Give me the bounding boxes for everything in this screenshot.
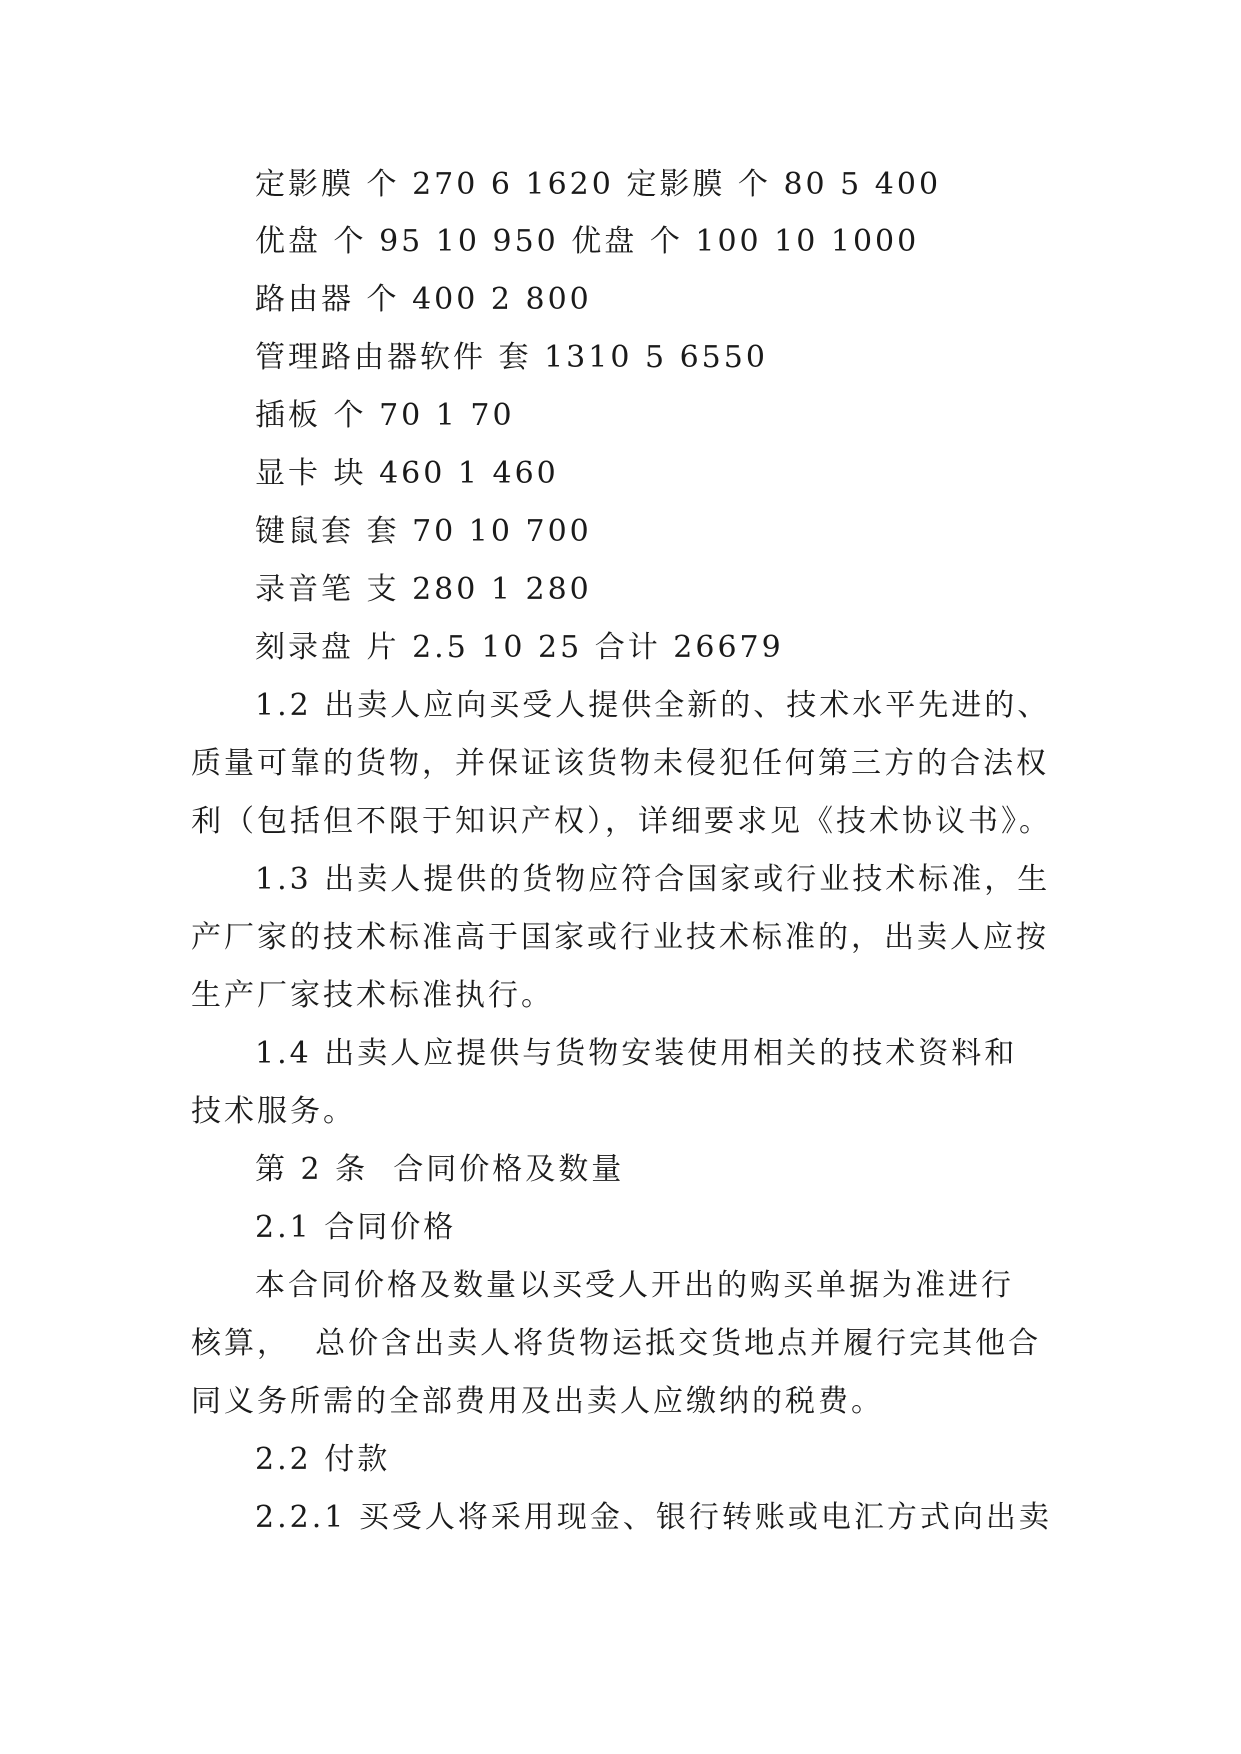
article-2-heading: 第 2 条 合同价格及数量 xyxy=(255,1152,625,1187)
clause-1-3-line: 1.3 出卖人提供的货物应符合国家或行业技术标准，生 xyxy=(255,862,1051,897)
clause-2-1-heading: 2.1 合同价格 xyxy=(255,1210,457,1245)
clause-1-4-line: 技术服务。 xyxy=(191,1094,356,1129)
clause-2-2-1-line: 2.2.1 买受人将采用现金、银行转账或电汇方式向出卖 xyxy=(255,1500,1052,1535)
clause-2-1-line: 核算， 总价含出卖人将货物运抵交货地点并履行完其他合 xyxy=(191,1326,1042,1361)
item-line: 管理路由器软件 套 1310 5 6550 xyxy=(255,340,768,375)
clause-1-2-line: 利（包括但不限于知识产权），详细要求见《技术协议书》。 xyxy=(191,804,1052,839)
item-line: 定影膜 个 270 6 1620 定影膜 个 80 5 400 xyxy=(255,167,942,202)
item-line: 显卡 块 460 1 460 xyxy=(255,456,559,491)
clause-2-1-line: 同义务所需的全部费用及出卖人应缴纳的税费。 xyxy=(191,1384,884,1419)
item-line: 优盘 个 95 10 950 优盘 个 100 10 1000 xyxy=(255,224,920,259)
item-line: 刻录盘 片 2.5 10 25 合计 26679 xyxy=(255,630,784,665)
clause-1-4-line: 1.4 出卖人应提供与货物安装使用相关的技术资料和 xyxy=(255,1036,1018,1071)
clause-1-3-line: 生产厂家技术标准执行。 xyxy=(191,978,554,1013)
item-line: 插板 个 70 1 70 xyxy=(255,398,515,433)
item-line: 路由器 个 400 2 800 xyxy=(255,282,592,317)
clause-1-2-line: 1.2 出卖人应向买受人提供全新的、技术水平先进的、 xyxy=(255,688,1051,723)
clause-1-3-line: 产厂家的技术标准高于国家或行业技术标准的，出卖人应按 xyxy=(191,920,1049,955)
clause-2-1-line: 本合同价格及数量以买受人开出的购买单据为准进行 xyxy=(255,1268,1014,1303)
clause-2-2-heading: 2.2 付款 xyxy=(255,1442,391,1477)
item-line: 键鼠套 套 70 10 700 xyxy=(255,514,592,549)
item-line: 录音笔 支 280 1 280 xyxy=(255,572,592,607)
clause-1-2-line: 质量可靠的货物，并保证该货物未侵犯任何第三方的合法权 xyxy=(191,746,1049,781)
